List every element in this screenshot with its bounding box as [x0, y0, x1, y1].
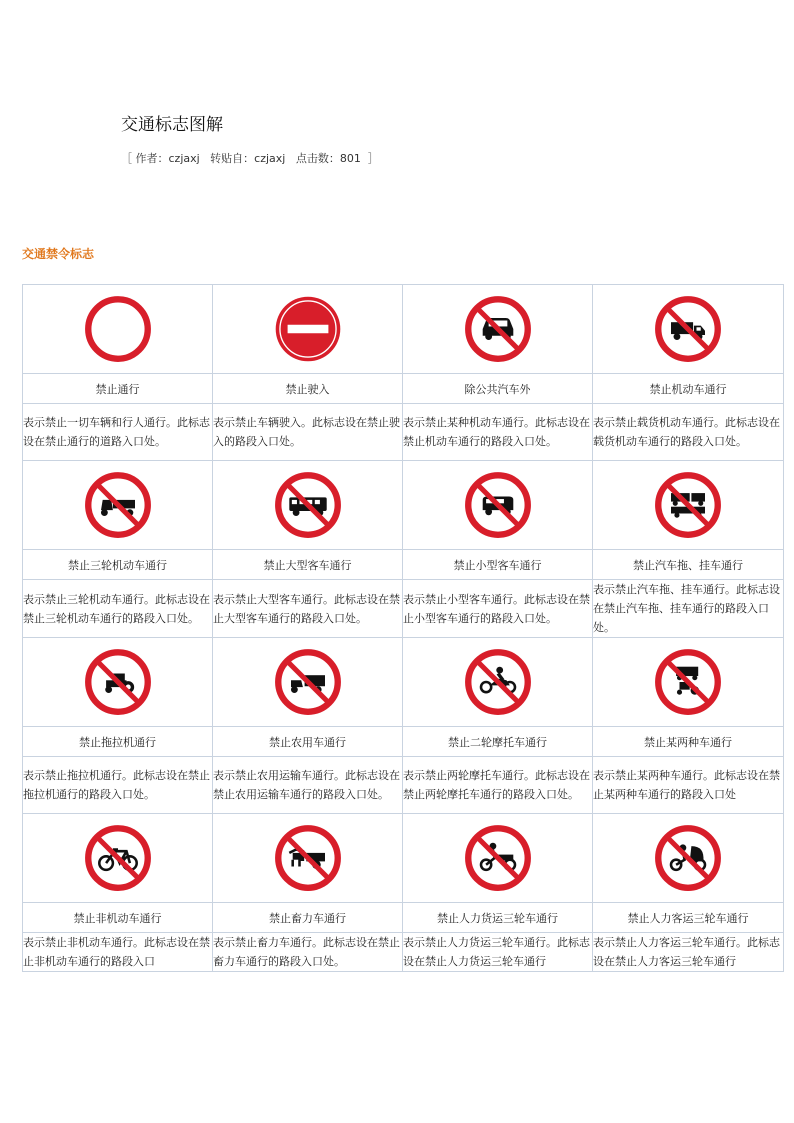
sign-image-cell	[403, 461, 593, 550]
sign-description: 表示禁止某种机动车通行。此标志设在禁止机动车通行的路段入口处。	[403, 416, 590, 448]
sign-description-cell	[23, 933, 213, 972]
sign-image-cell	[593, 461, 784, 550]
sign-description: 表示禁止三轮机动车通行。此标志设在禁止三轮机动车通行的路段入口处。	[23, 592, 210, 625]
sign-description-cell	[213, 404, 403, 461]
sign-image-cell	[213, 814, 403, 903]
sign-description-cell	[403, 404, 593, 461]
sign-description: 表示禁止拖拉机通行。此标志设在禁止拖拉机通行的路段入口处。	[23, 769, 210, 801]
sign-name: 禁止人力客运三轮车通行	[593, 903, 784, 933]
sign-description-cell	[213, 933, 403, 972]
no-trailer-icon	[593, 471, 783, 539]
sign-name: 禁止二轮摩托车通行	[403, 727, 593, 757]
sign-name: 禁止拖拉机通行	[23, 727, 213, 757]
sign-description: 表示禁止车辆驶入。此标志设在禁止驶入的路段入口处。	[213, 416, 400, 448]
sign-description: 表示禁止汽车拖、挂车通行。此标志设在禁止汽车拖、挂车通行的路段入口处。	[593, 583, 780, 634]
sign-description-cell	[213, 580, 403, 638]
sign-description: 表示禁止农用运输车通行。此标志设在禁止农用运输车通行的路段入口处。	[213, 769, 400, 801]
no-tractor-icon	[23, 648, 212, 716]
no-truck-icon	[593, 295, 783, 363]
no-tricycle-icon	[23, 471, 212, 539]
sign-name: 禁止机动车通行	[593, 374, 784, 404]
sign-image-cell	[213, 638, 403, 727]
no-car-icon	[403, 295, 592, 363]
no-two-vehicles-icon	[593, 648, 783, 716]
sign-name: 禁止农用车通行	[213, 727, 403, 757]
sign-description-cell	[23, 404, 213, 461]
no-entry-circle-icon	[23, 295, 212, 363]
sign-image-cell	[23, 285, 213, 374]
sign-description-cell	[213, 757, 403, 814]
sign-description-cell	[403, 580, 593, 638]
section-title: 交通禁令标志	[22, 247, 95, 261]
sign-name: 禁止汽车拖、挂车通行	[593, 550, 784, 580]
no-bus-icon	[213, 471, 402, 539]
sign-name: 禁止某两种车通行	[593, 727, 784, 757]
sign-description-cell	[593, 757, 784, 814]
sign-name: 禁止非机动车通行	[23, 903, 213, 933]
no-farm-vehicle-icon	[213, 648, 402, 716]
sign-image-cell	[23, 461, 213, 550]
sign-name: 禁止大型客车通行	[213, 550, 403, 580]
sign-description: 表示禁止人力客运三轮车通行。此标志设在禁止人力客运三轮车通行	[593, 936, 780, 968]
sign-name: 禁止畜力车通行	[213, 903, 403, 933]
sign-image-cell	[593, 814, 784, 903]
sign-description-cell	[403, 757, 593, 814]
sign-image-cell	[403, 638, 593, 727]
sign-name: 禁止三轮机动车通行	[23, 550, 213, 580]
no-passenger-tricycle-icon	[593, 824, 783, 892]
signs-table	[22, 284, 784, 972]
sign-name: 禁止通行	[23, 374, 213, 404]
no-bicycle-icon	[23, 824, 212, 892]
sign-description: 表示禁止畜力车通行。此标志设在禁止畜力车通行的路段入口处。	[213, 936, 400, 968]
sign-description: 表示禁止小型客车通行。此标志设在禁止小型客车通行的路段入口处。	[403, 592, 590, 625]
no-motorcycle-icon	[403, 648, 592, 716]
sign-image-cell	[403, 814, 593, 903]
sign-description-cell	[593, 404, 784, 461]
no-entry-bar-icon	[213, 295, 402, 363]
sign-description-cell	[403, 933, 593, 972]
article-meta: ［ 作者：czjaxj 转贴自：czjaxj 点击数：801 ］	[121, 152, 379, 165]
page-title: 交通标志图解	[121, 115, 223, 135]
sign-description: 表示禁止某两种车通行。此标志设在禁止某两种车通行的路段入口处	[593, 769, 780, 801]
sign-description: 表示禁止人力货运三轮车通行。此标志设在禁止人力货运三轮车通行	[403, 936, 590, 968]
no-animal-cart-icon	[213, 824, 402, 892]
sign-description: 表示禁止两轮摩托车通行。此标志设在禁止两轮摩托车通行的路段入口处。	[403, 769, 590, 801]
sign-name: 禁止人力货运三轮车通行	[403, 903, 593, 933]
no-minibus-icon	[403, 471, 592, 539]
sign-image-cell	[213, 461, 403, 550]
sign-description-cell	[23, 757, 213, 814]
sign-image-cell	[403, 285, 593, 374]
sign-image-cell	[593, 638, 784, 727]
sign-name: 除公共汽车外	[403, 374, 593, 404]
sign-description: 表示禁止非机动车通行。此标志设在禁止非机动车通行的路段入口	[23, 936, 210, 968]
sign-description: 表示禁止一切车辆和行人通行。此标志设在禁止通行的道路入口处。	[23, 416, 210, 448]
sign-image-cell	[23, 814, 213, 903]
sign-name: 禁止小型客车通行	[403, 550, 593, 580]
sign-image-cell	[593, 285, 784, 374]
sign-description-cell	[593, 933, 784, 972]
sign-name: 禁止驶入	[213, 374, 403, 404]
sign-image-cell	[23, 638, 213, 727]
sign-description: 表示禁止载货机动车通行。此标志设在载货机动车通行的路段入口处。	[593, 416, 780, 448]
sign-description: 表示禁止大型客车通行。此标志设在禁止大型客车通行的路段入口处。	[213, 592, 400, 625]
no-cargo-tricycle-icon	[403, 824, 592, 892]
sign-description-cell	[593, 580, 784, 638]
sign-image-cell	[213, 285, 403, 374]
sign-description-cell	[23, 580, 213, 638]
